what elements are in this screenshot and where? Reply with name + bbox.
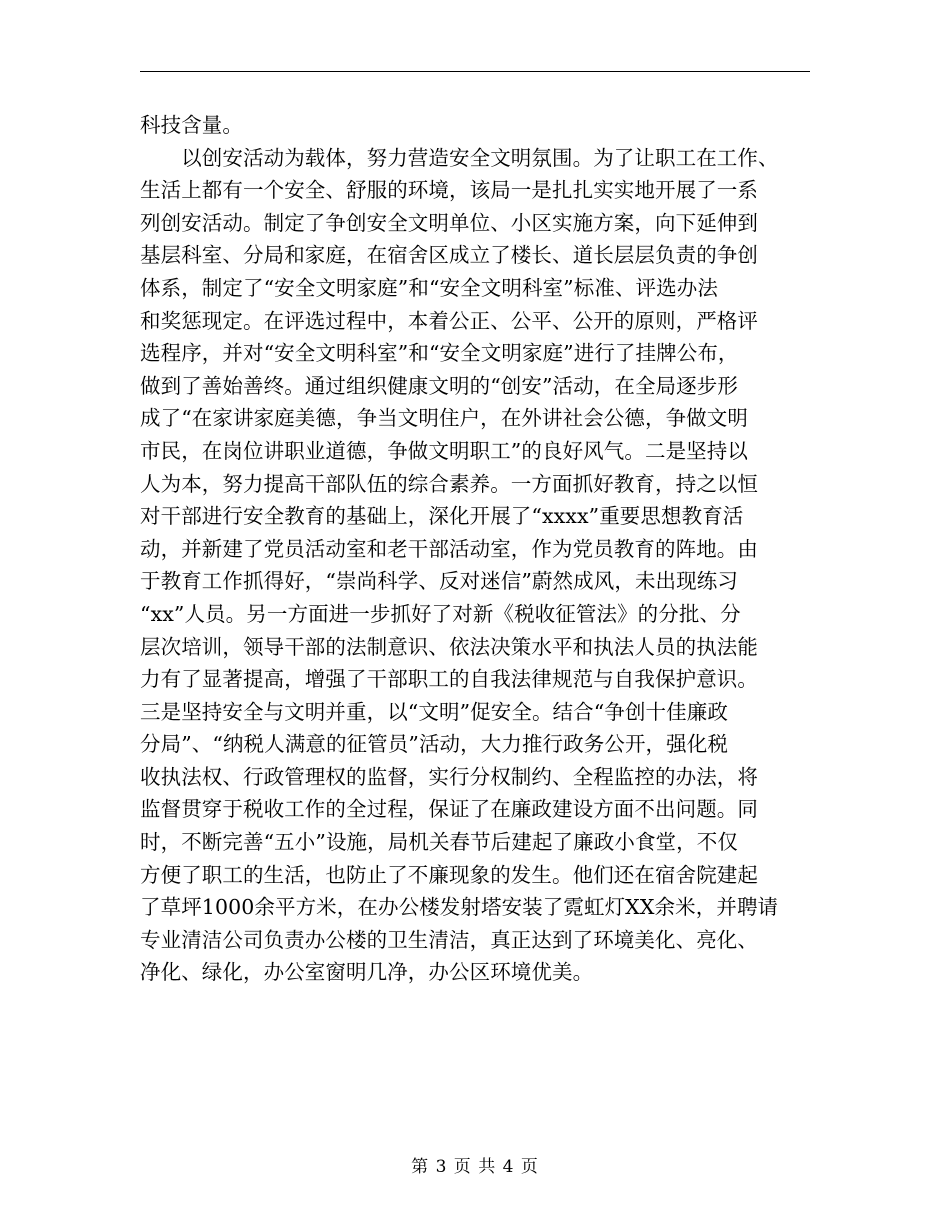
text-line: 三是坚持安全与文明并重，以“文明”促安全。结合“争创十佳廉政 bbox=[140, 699, 728, 724]
text-line: 分局”、“纳税人满意的征管员”活动，大力推行政务公开，强化税 bbox=[140, 732, 728, 757]
text-line: 力有了显著提高，增强了干部职工的自我法律规范与自我保护意识。 bbox=[140, 667, 758, 692]
text-line: 收执法权、行政管理权的监督，实行分权制约、全程监控的办法，将 bbox=[140, 764, 758, 789]
text-line: 列创安活动。制定了争创安全文明单位、小区实施方案，向下延伸到 bbox=[140, 210, 758, 235]
text-line: 了草坪1000余平方米，在办公楼发射塔安装了霓虹灯XX余米，并聘请 bbox=[140, 895, 779, 920]
text-line: 于教育工作抓得好，“崇尚科学、反对迷信”蔚然成风，未出现练习 bbox=[140, 569, 738, 594]
text-line: 人为本，努力提高干部队伍的综合素养。一方面抓好教育，持之以恒 bbox=[140, 471, 758, 496]
text-line: 体系，制定了“安全文明家庭”和“安全文明科室”标准、评选办法 bbox=[140, 275, 718, 300]
text-line: 选程序，并对“安全文明科室”和“安全文明家庭”进行了挂牌公布， bbox=[140, 341, 739, 366]
text-line: 对干部进行安全教育的基础上，深化开展了“xxxx”重要思想教育活 bbox=[140, 504, 744, 529]
text-line: 以创安活动为载体，努力营造安全文明氛围。为了让职工在工作、 bbox=[140, 145, 779, 170]
text-line: 科技含量。 bbox=[140, 113, 243, 137]
text-line: 市民，在岗位讲职业道德，争做文明职工”的良好风气。二是坚持以 bbox=[140, 438, 748, 463]
text-line: 净化、绿化，办公室窗明几净，办公区环境优美。 bbox=[140, 960, 594, 985]
text-line: 做到了善始善终。通过组织健康文明的“创安”活动，在全局逐步形 bbox=[140, 373, 738, 398]
text-line: “xx”人员。另一方面进一步抓好了对新《税收征管法》的分批、分 bbox=[140, 601, 741, 626]
text-line: 成了“在家讲家庭美德，争当文明住户，在外讲社会公德，争做文明 bbox=[140, 406, 748, 431]
text-line: 时，不断完善“五小”设施，局机关春节后建起了廉政小食堂，不仅 bbox=[140, 830, 738, 855]
text-line: 动，并新建了党员活动室和老干部活动室，作为党员教育的阵地。由 bbox=[140, 536, 758, 561]
text-line: 层次培训，领导干部的法制意识、依法决策水平和执法人员的执法能 bbox=[140, 634, 758, 659]
text-line: 方便了职工的生活，也防止了不廉现象的发生。他们还在宿舍院建起 bbox=[140, 862, 758, 887]
text-line: 专业清洁公司负责办公楼的卫生清洁，真正达到了环境美化、亮化、 bbox=[140, 927, 758, 952]
body-text bbox=[140, 109, 820, 989]
text-line: 生活上都有一个安全、舒服的环境，该局一是扎扎实实地开展了一系 bbox=[140, 178, 758, 203]
page-footer: 第 3 页 共 4 页 bbox=[411, 1157, 539, 1177]
header-rule bbox=[140, 71, 810, 72]
text-line: 基层科室、分局和家庭，在宿舍区成立了楼长、道长层层负责的争创 bbox=[140, 243, 758, 268]
text-line: 和奖惩现定。在评选过程中，本着公正、公平、公开的原则，严格评 bbox=[140, 308, 758, 333]
text-line: 监督贯穿于税收工作的全过程，保证了在廉政建设方面不出问题。同 bbox=[140, 797, 758, 822]
